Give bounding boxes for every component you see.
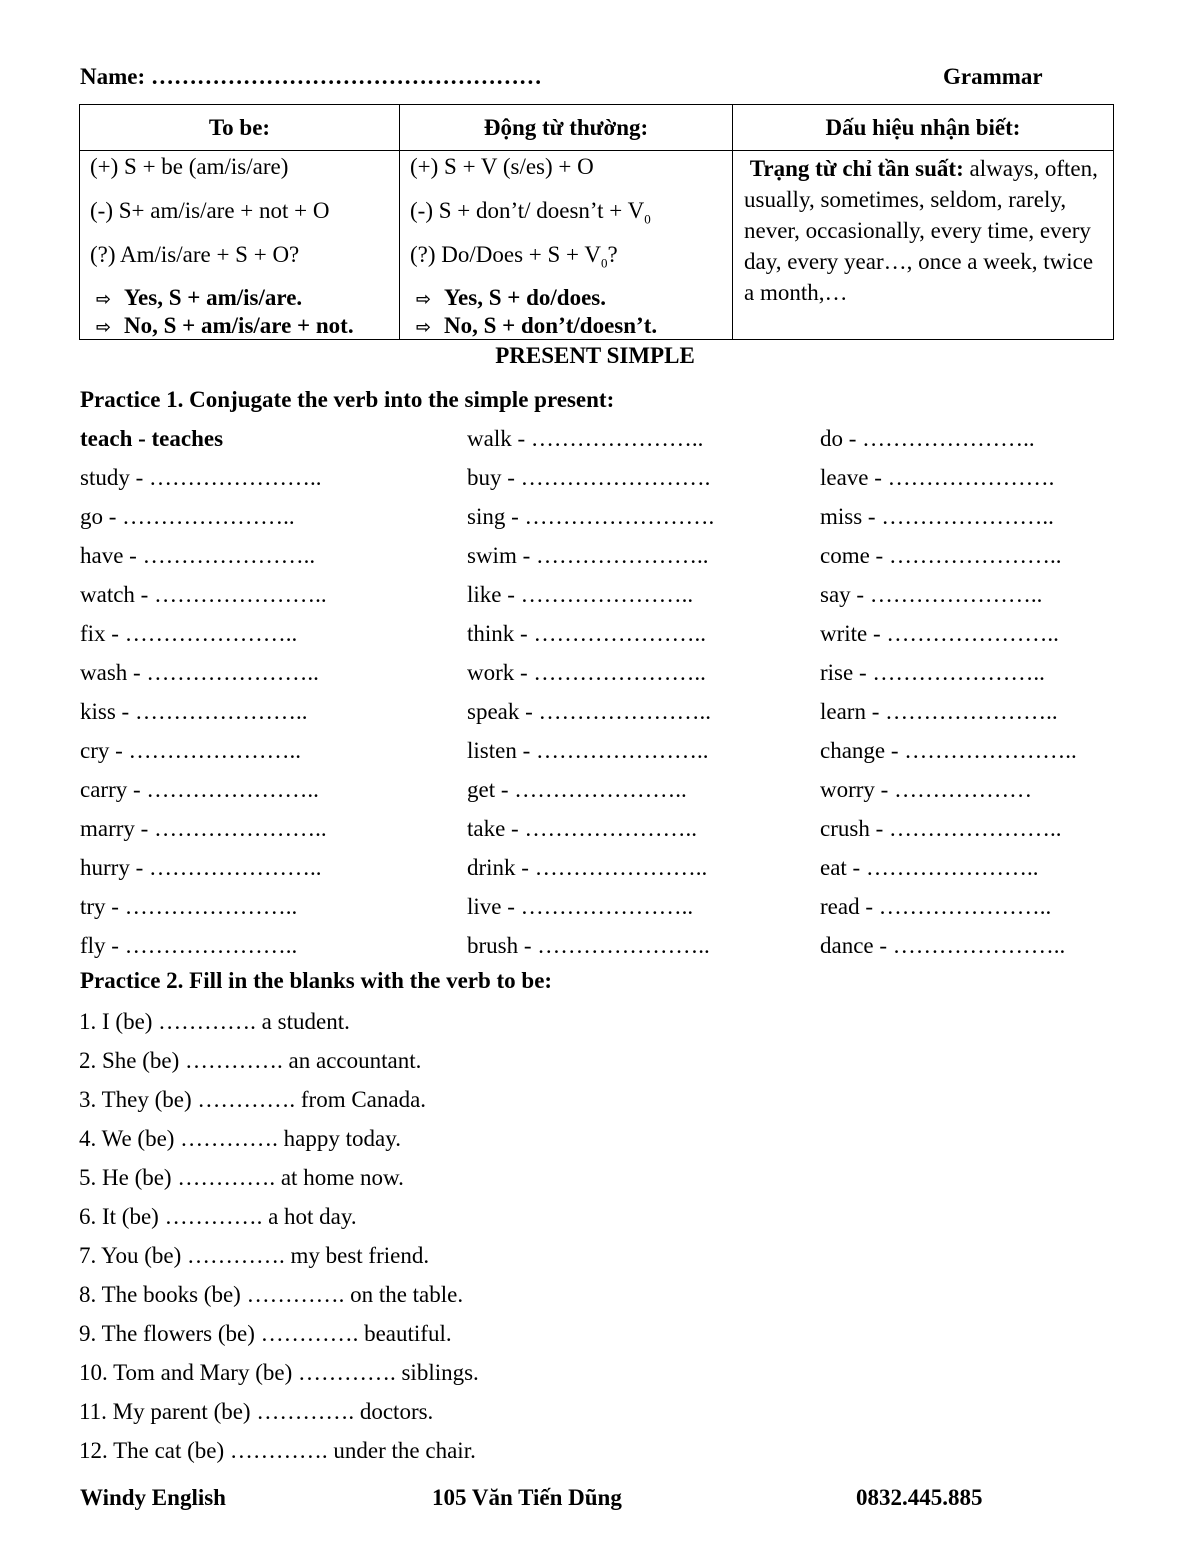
list-item[interactable]: carry - ………………….. bbox=[80, 777, 319, 802]
list-item[interactable]: like - ………………….. bbox=[467, 582, 694, 607]
list-item[interactable]: drink - ………………….. bbox=[467, 855, 708, 880]
sentence-item[interactable]: 11. My parent (be) …………. doctors. bbox=[79, 1399, 434, 1424]
list-item[interactable]: buy - ……………………. bbox=[467, 465, 711, 490]
frequency-adverbs: Trạng từ chỉ tần suất: always, often, usually, sometimes, seldom, rarely, never, occasionally, every time, every day, every year…, once a week, twice a month,… bbox=[744, 156, 1098, 305]
list-item[interactable]: read - ………………….. bbox=[820, 894, 1052, 919]
list-item[interactable]: learn - ………………….. bbox=[820, 699, 1058, 724]
list-item[interactable]: listen - ………………….. bbox=[467, 738, 709, 763]
verb-negative: (-) S + don’t/ doesn’t + $V_0$ bbox=[410, 198, 651, 227]
verb-yes-answer: ⇨ Yes, S + do/does. bbox=[416, 285, 606, 310]
list-item[interactable]: think - ………………….. bbox=[467, 621, 706, 646]
list-item[interactable]: fix - ………………….. bbox=[80, 621, 298, 646]
list-item[interactable]: walk - ………………….. bbox=[467, 426, 704, 451]
arrow-right-icon: ⇨ bbox=[416, 289, 432, 310]
list-item[interactable]: speak - ………………….. bbox=[467, 699, 712, 724]
list-item[interactable]: cry - ………………….. bbox=[80, 738, 302, 763]
list-item[interactable]: leave - …………………. bbox=[820, 465, 1055, 490]
list-item[interactable]: write - ………………….. bbox=[820, 621, 1059, 646]
student-name-field[interactable]: Name: …………………………………………… bbox=[80, 64, 542, 89]
list-item[interactable]: change - ………………….. bbox=[820, 738, 1077, 763]
arrow-right-icon: ⇨ bbox=[96, 289, 112, 310]
list-item[interactable]: work - ………………….. bbox=[467, 660, 706, 685]
list-item[interactable]: miss - ………………….. bbox=[820, 504, 1054, 529]
practice-2-title: Practice 2. Fill in the blanks with the verb to be: bbox=[80, 968, 553, 993]
sentence-item[interactable]: 5. He (be) …………. at home now. bbox=[79, 1165, 404, 1190]
header-regular-verb: Động từ thường: bbox=[400, 105, 733, 151]
to-be-question: (?) Am/is/are + S + O? bbox=[90, 242, 300, 267]
list-item[interactable]: do - ………………….. bbox=[820, 426, 1035, 451]
sentence-item[interactable]: 10. Tom and Mary (be) …………. siblings. bbox=[79, 1360, 479, 1385]
verb-no-answer: ⇨ No, S + don’t/doesn’t. bbox=[416, 313, 658, 338]
list-item[interactable]: eat - ………………….. bbox=[820, 855, 1039, 880]
sentence-item[interactable]: 6. It (be) …………. a hot day. bbox=[79, 1204, 357, 1229]
arrow-right-icon: ⇨ bbox=[416, 317, 432, 338]
sentence-item[interactable]: 1. I (be) …………. a student. bbox=[79, 1009, 350, 1034]
verb-column-2 bbox=[467, 425, 714, 971]
list-item[interactable]: marry - ………………….. bbox=[80, 816, 327, 841]
list-item[interactable]: go - ………………….. bbox=[80, 504, 295, 529]
sentence-item[interactable]: 3. They (be) …………. from Canada. bbox=[79, 1087, 427, 1112]
sentence-item[interactable]: 7. You (be) …………. my best friend. bbox=[79, 1243, 430, 1268]
list-item[interactable]: have - ………………….. bbox=[80, 543, 316, 568]
header-signs: Dấu hiệu nhận biết: bbox=[733, 105, 1114, 151]
list-item[interactable]: brush - ………………….. bbox=[467, 933, 710, 958]
sentence-item[interactable]: 8. The books (be) …………. on the table. bbox=[79, 1282, 464, 1307]
signs-cell bbox=[733, 151, 1114, 340]
verb-positive: (+) S + V (s/es) + O bbox=[410, 154, 594, 179]
list-item[interactable]: wash - ………………….. bbox=[80, 660, 319, 685]
footer-phone: 0832.445.885 bbox=[856, 1485, 983, 1510]
practice-1-title: Practice 1. Conjugate the verb into the simple present: bbox=[80, 387, 615, 412]
to-be-yes-answer: ⇨ Yes, S + am/is/are. bbox=[96, 285, 303, 310]
regular-verb-cell bbox=[400, 151, 733, 340]
footer-address: 105 Văn Tiến Dũng bbox=[432, 1485, 622, 1510]
verb-question: (?) Do/Does + $S + V_0$? bbox=[410, 242, 618, 271]
to-be-negative: (-) S+ am/is/are + not + O bbox=[90, 198, 330, 223]
sentence-item[interactable]: 9. The flowers (be) …………. beautiful. bbox=[79, 1321, 452, 1346]
list-item[interactable]: kiss - ………………….. bbox=[80, 699, 308, 724]
list-item[interactable]: say - ………………….. bbox=[820, 582, 1043, 607]
list-item[interactable]: live - ………………….. bbox=[467, 894, 694, 919]
grammar-table bbox=[79, 104, 1114, 340]
list-item[interactable]: sing - ……………………. bbox=[467, 504, 715, 529]
sentence-item[interactable]: 12. The cat (be) …………. under the chair. bbox=[79, 1438, 476, 1463]
list-item[interactable]: swim - ………………….. bbox=[467, 543, 709, 568]
list-item[interactable]: crush - ………………….. bbox=[820, 816, 1062, 841]
sentence-item[interactable]: 2. She (be) …………. an accountant. bbox=[79, 1048, 422, 1073]
section-title: PRESENT SIMPLE bbox=[495, 343, 695, 368]
list-item: teach - teaches bbox=[80, 426, 224, 451]
footer-brand: Windy English bbox=[80, 1485, 226, 1510]
sentence-item[interactable]: 4. We (be) …………. happy today. bbox=[79, 1126, 401, 1151]
list-item[interactable]: fly - ………………….. bbox=[80, 933, 298, 958]
list-item[interactable]: study - ………………….. bbox=[80, 465, 322, 490]
to-be-positive: (+) S + be (am/is/are) bbox=[90, 154, 289, 179]
list-item[interactable]: rise - ………………….. bbox=[820, 660, 1045, 685]
list-item[interactable]: hurry - ………………….. bbox=[80, 855, 322, 880]
verb-column-1 bbox=[80, 425, 327, 971]
list-item[interactable]: take - ………………….. bbox=[467, 816, 697, 841]
to-be-no-answer: ⇨ No, S + am/is/are + not. bbox=[96, 313, 354, 338]
list-item[interactable]: watch - ………………….. bbox=[80, 582, 327, 607]
list-item[interactable]: try - ………………….. bbox=[80, 894, 298, 919]
practice-2-sentences bbox=[79, 1008, 479, 1476]
list-item[interactable]: dance - ………………….. bbox=[820, 933, 1066, 958]
verb-column-3 bbox=[820, 425, 1077, 971]
list-item[interactable]: worry - ……………… bbox=[820, 777, 1033, 802]
header-to-be: To be: bbox=[80, 105, 400, 151]
subject-label: Grammar bbox=[943, 64, 1043, 89]
list-item[interactable]: get - ………………….. bbox=[467, 777, 687, 802]
to-be-cell bbox=[80, 151, 400, 340]
arrow-right-icon: ⇨ bbox=[96, 317, 112, 338]
list-item[interactable]: come - ………………….. bbox=[820, 543, 1062, 568]
